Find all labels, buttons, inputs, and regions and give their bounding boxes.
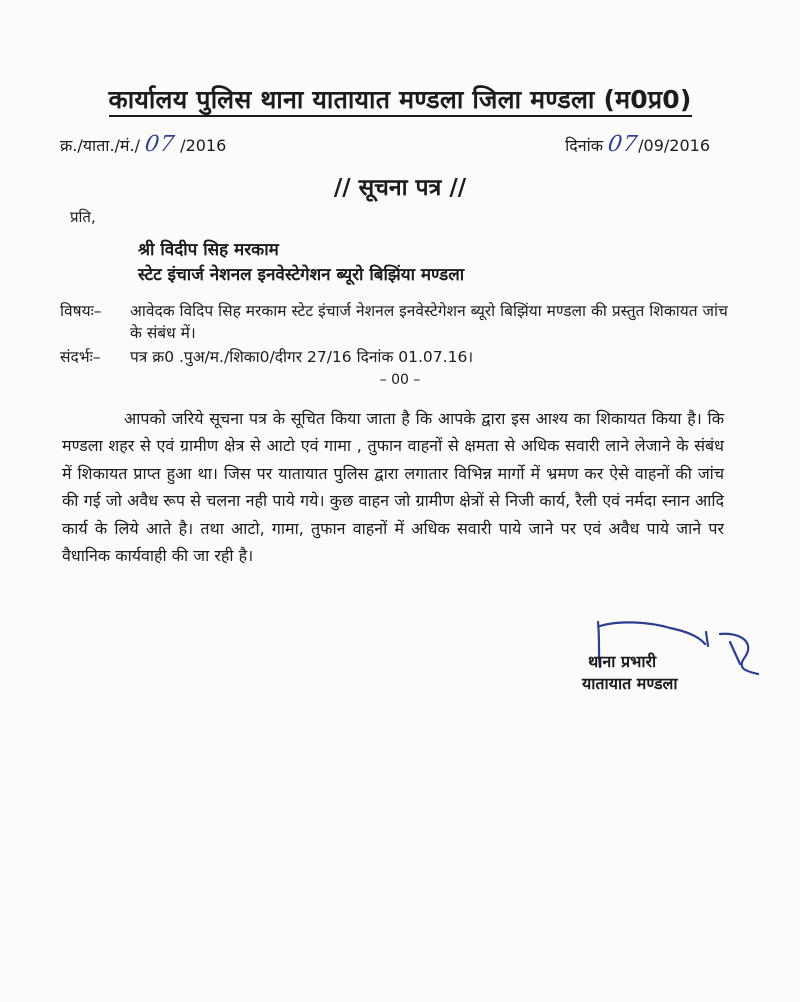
subject-label: विषयः–	[60, 302, 102, 320]
letter-date	[565, 132, 710, 157]
ref-handwritten-number: 07	[143, 132, 177, 157]
ref-prefix: क्र./याता./मं./	[60, 136, 140, 155]
body-paragraph	[62, 405, 724, 569]
ref-year: /2016	[180, 136, 227, 155]
signature-block	[540, 612, 770, 702]
subject-block	[60, 300, 750, 344]
reference-number	[60, 132, 226, 157]
notice-heading: // सूचना पत्र //	[333, 175, 467, 201]
recipient-name: श्री विदीप सिह मरकाम	[138, 240, 279, 260]
date-rest: /09/2016	[638, 136, 710, 155]
date-label: दिनांक	[565, 136, 604, 155]
body-text: आपको जरिये सूचना पत्र के सूचित किया जाता है कि आपके द्वारा इस आश्य का शिकायत किया है। कि मण्डला शहर से एवं ग्रामीण क्षेत्र से आटो एवं गामा , तुफान वाहनों से क्षमता से अधिक सवारी लाने लेजाने के संबंध में शिकायत प्राप्त हुआ था। जिस पर यातायात पुलिस द्वारा लगातार विभिन्न मार्गो में भ्रमण कर ऐसे वाहनों की जांच की गई जो अवैध रूप से चलना नही पाये गये। कुछ वाहन जो ग्रामीण क्षेत्रों से निजी कार्य, रैली एवं नर्मदा स्नान आदि कार्य के लिये आते है। तथा आटो, गामा, तुफान वाहनों में अधिक सवारी पाये जाने पर एवं अवैध पाये जाने पर वैधानिक कार्यवाही की जा रही है।	[62, 409, 724, 566]
signatory-title: थाना प्रभारी	[588, 652, 657, 671]
office-title: कार्यालय पुलिस थाना यातायात मण्डला जिला मण्डला (म0प्र0)	[0, 82, 800, 116]
salutation-prati: प्रति,	[70, 208, 96, 226]
separator: – 00 –	[379, 372, 421, 388]
recipient-address	[138, 238, 464, 288]
reference-block	[60, 345, 473, 367]
recipient-designation: स्टेट इंचार्ज नेशनल इनवेस्टेगेशन ब्यूरो बिझिंया मण्डला	[138, 265, 465, 285]
reference-text: पत्र क्र0 .पुअ/म./शिका0/दीगर 27/16 दिनांक 01.07.16।	[130, 348, 474, 366]
subject-text: आवेदक विदिप सिह मरकाम स्टेट इंचार्ज नेशनल इनवेस्टेगेशन ब्यूरो बिझिंया मण्डला की प्रस्तुत शिकायत जांच के संबंध में।	[130, 302, 728, 342]
reference-label: संदर्भः–	[60, 348, 101, 366]
signatory-office: यातायात मण्डला	[582, 674, 678, 693]
date-handwritten-day: 07	[606, 132, 640, 157]
